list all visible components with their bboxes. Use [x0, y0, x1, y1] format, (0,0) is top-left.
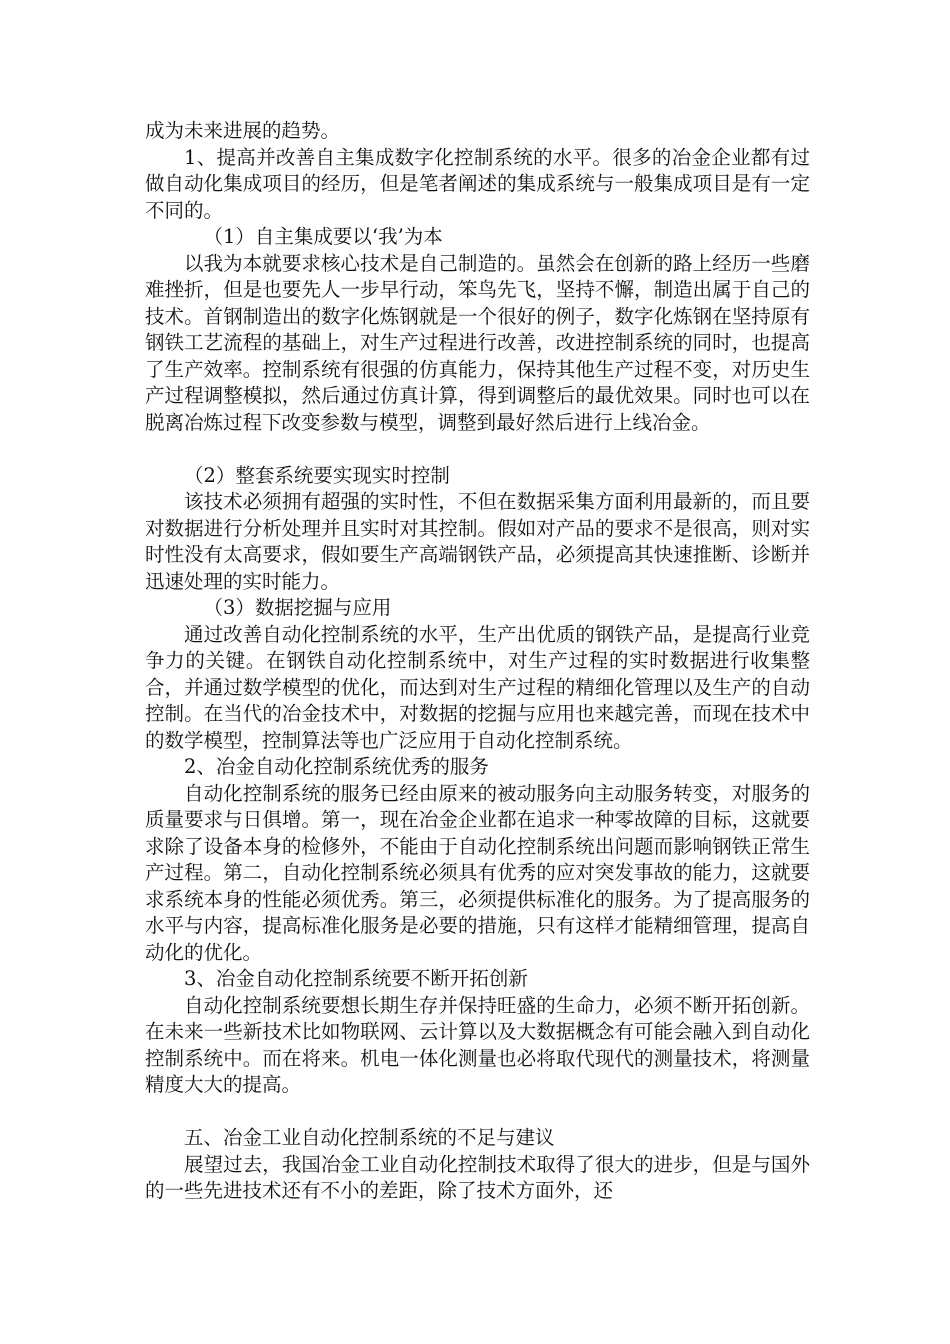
subheading-2: （2）整套系统要实现实时控制: [184, 463, 450, 487]
paragraph-continuation: 成为未来进展的趋势。: [145, 119, 341, 142]
blank-line: [145, 1099, 810, 1126]
document-body: [145, 118, 810, 1205]
subheading-1: （1）自主集成要以‘我’为本: [203, 225, 443, 248]
paragraph-realtime-control: 该技术必须拥有超强的实时性，不但在数据采集方面利用最新的，而且要对数据进行分析处理并且实时对其控制。假如对产品的要求不是很高，则对实时性没有太高要求，假如要生产高端钢铁产品，必须提高其快速推断、诊断并迅速处理的实时能力。: [145, 490, 810, 593]
heading-point-2: 2、冶金自动化控制系统优秀的服务: [184, 755, 489, 778]
subheading-3: （3）数据挖掘与应用: [203, 596, 392, 619]
paragraph-self-integration: 以我为本就要求核心技术是自己制造的。虽然会在创新的路上经历一些磨难挫折，但是也要先人一步早行动，笨鸟先飞，坚持不懈，制造出属于自己的技术。首钢制造出的数字化炼钢就是一个很好的例子，数字化炼钢在坚持原有钢铁工艺流程的基础上，对生产过程进行改善，改进控制系统的同时，也提高了生产效率。控制系统有很强的仿真能力，保持其他生产过程不变，对历史生产过程调整模拟，然后通过仿真计算，得到调整后的最优效果。同时也可以在脱离冶炼过程下改变参数与模型，调整到最好然后进行上线冶金。: [145, 251, 810, 434]
paragraph-service: 自动化控制系统的服务已经由原来的被动服务向主动服务转变，对服务的质量要求与日俱增。第一，现在冶金企业都在追求一种零故障的目标，这就要求除了设备本身的检修外，不能由于自动化控制系统出问题而影响钢铁正常生产过程。第二，自动化控制系统必须具有优秀的应对突发事故的能力，这就要求系统本身的性能必须优秀。第三，必须提供标准化的服务。为了提高服务的水平与内容，提高标准化服务是必要的措施，只有这样才能精细管理，提高自动化的优化。: [145, 781, 810, 964]
paragraph-innovation: 自动化控制系统要想长期生存并保持旺盛的生命力，必须不断开拓创新。在未来一些新技术比如物联网、云计算以及大数据概念有可能会融入到自动化控制系统中。而在将来。机电一体化测量也必将取代现代的测量技术，将测量精度大大的提高。: [145, 993, 810, 1096]
section-heading-5: 五、冶金工业自动化控制系统的不足与建议: [184, 1126, 555, 1149]
paragraph-data-mining: 通过改善自动化控制系统的水平，生产出优质的钢铁产品，是提高行业竞争力的关键。在钢铁自动化控制系统中，对生产过程的实时数据进行收集整合，并通过数学模型的优化，而达到对生产过程的精细化管理以及生产的自动控制。在当代的冶金技术中，对数据的挖掘与应用也来越完善，而现在技术中的数学模型，控制算法等也广泛应用于自动化控制系统。: [145, 622, 810, 752]
paragraph-outlook: 展望过去，我国冶金工业自动化控制技术取得了很大的进步，但是与国外的一些先进技术还有不小的差距，除了技术方面外，还: [145, 1152, 810, 1202]
blank-line: [145, 436, 810, 463]
heading-point-3: 3、冶金自动化控制系统要不断开拓创新: [184, 967, 528, 990]
paragraph-point-1: 1、提高并改善自主集成数字化控制系统的水平。很多的冶金企业都有过做自动化集成项目的经历，但是笔者阐述的集成系统与一般集成项目是有一定不同的。: [145, 145, 810, 222]
